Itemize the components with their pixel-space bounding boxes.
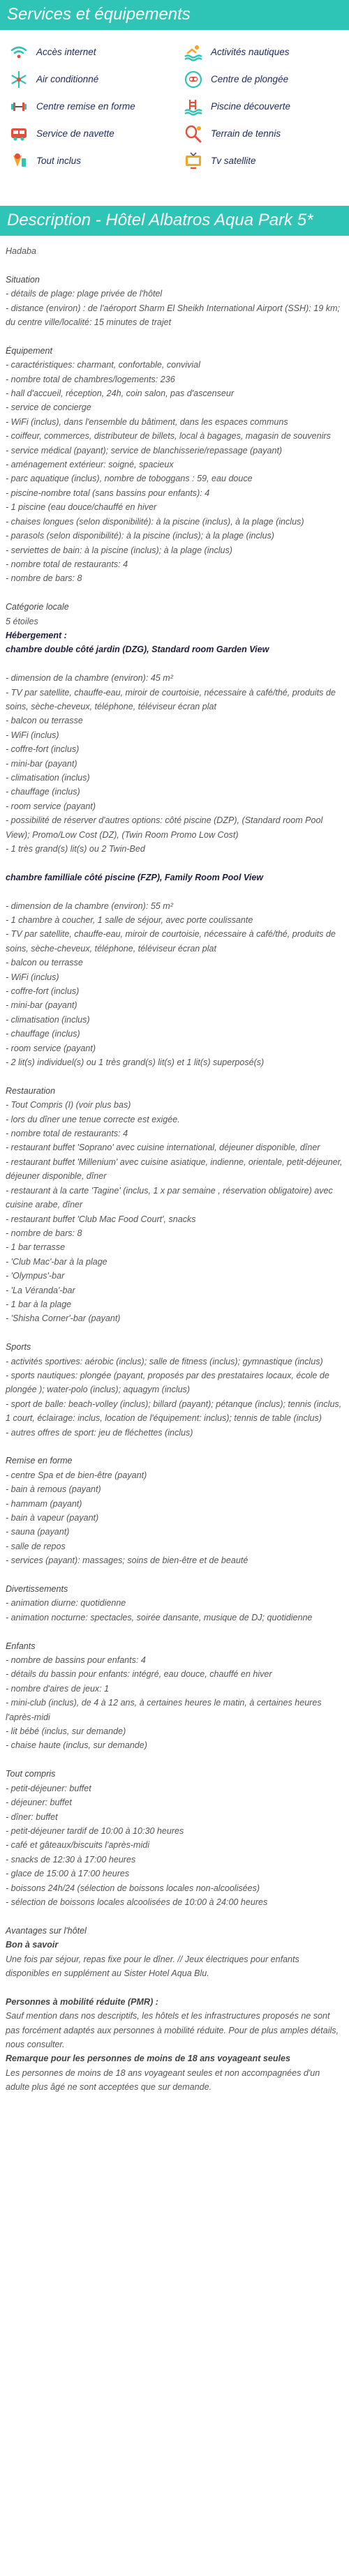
section-heading: Sports [6, 1342, 31, 1353]
description-line: - 1 bar à la plage [6, 1299, 72, 1309]
description-line: - piscine-nombre total (sans bassins pour enfants): 4 [6, 488, 210, 498]
description-line: - nombre total de restaurants: 4 [6, 1129, 128, 1139]
service-item [174, 120, 349, 147]
description-line: - détails du bassin pour enfants: intégré, eau douce, chauffé en hiver [6, 1669, 272, 1680]
description-line: Les personnes de moins de 18 ans voyageant seules et non accompagnées d'un adulte plus âgé ne sont acceptées que sur demande. [6, 2067, 320, 2093]
description-line: - parc aquatique (inclus), nombre de toboggans : 59, eau douce [6, 474, 253, 484]
tv-icon [181, 151, 205, 172]
description-line: - nombre total de chambres/logements: 236 [6, 374, 175, 384]
bold-note: Bon à savoir [6, 1940, 59, 1950]
description-line: - sport de balle: beach-volley (inclus); billard (payant); pétanque (inclus); tennis (inclus, 1 court, éclairage: inclus, location de l'équipement: inclus); tennis de table (inclus) [6, 1399, 342, 1424]
description-line: - climatisation (inclus) [6, 1014, 90, 1025]
description-line: - lit bébé (inclus, sur demande) [6, 1726, 126, 1737]
service-label: Tout inclus [36, 156, 82, 166]
description-line: - TV par satellite, chauffe-eau, miroir de courtoisie, nécessaire à café/thé, produits de soins, sèche-cheveux, téléphone, téléviseur écran plat [6, 687, 336, 711]
blank-line [6, 856, 343, 870]
swimmer-icon [181, 42, 205, 63]
description-line: - snacks de 12:30 à 17:00 heures [6, 1854, 136, 1865]
service-item [0, 66, 174, 93]
description-line: - restaurant buffet 'Club Mac Food Court', snacks [6, 1214, 196, 1224]
description-line: - bain à remous (payant) [6, 1484, 101, 1495]
shuttle-bus-icon [7, 123, 31, 144]
section-heading: Tout compris [6, 1769, 56, 1779]
description-line: - café et gâteaux/biscuits l'après-midi [6, 1840, 150, 1851]
description-line: - room service (payant) [6, 1043, 96, 1053]
blank-line [6, 1326, 343, 1340]
blank-line [6, 1069, 343, 1083]
description-line: - petit-déjeuner tardif de 10:00 à 10:30 heures [6, 1825, 184, 1836]
section-heading: Divertissements [6, 1584, 68, 1595]
description-line: - boissons 24h/24 (sélection de boissons locales non-alcoolisées) [6, 1883, 260, 1893]
description-line: - mini-bar (payant) [6, 1000, 77, 1011]
description-line: - Tout Compris (I) (voir plus bas) [6, 1100, 131, 1110]
description-line: - TV par satellite, chauffe-eau, miroir de courtoisie, nécessaire à café/thé, produits de soins, sèche-cheveux, téléphone, téléviseur écran plat [6, 929, 336, 954]
description-line: - restaurant buffet 'Soprano' avec cuisine international, déjeuner disponible, dîner [6, 1143, 320, 1153]
blank-line [6, 1625, 343, 1639]
description-line: - parasols (selon disponibilité): à la piscine (inclus); à la plage (inclus) [6, 531, 274, 541]
room-heading: chambre familliale côté piscine (FZP), Family Room Pool View [6, 872, 264, 882]
service-item [174, 38, 349, 66]
description-line: - climatisation (inclus) [6, 772, 90, 783]
description-line: - coffre-fort (inclus) [6, 986, 80, 997]
description-line: - déjeuner: buffet [6, 1798, 72, 1808]
description-line: - services (payant): massages; soins de bien-être et de beauté [6, 1556, 248, 1566]
services-grid [0, 30, 349, 180]
description-line: - nombre de bars: 8 [6, 1228, 82, 1238]
tennis-icon [181, 123, 205, 144]
section-heading: Remise en forme [6, 1456, 73, 1466]
description-line: - dimension de la chambre (environ): 55 m² [6, 901, 173, 911]
description-line: - WiFi (inclus) [6, 730, 59, 740]
service-label: Activités nautiques [211, 47, 290, 57]
blank-line [6, 586, 343, 600]
description-line: - possibilité de réserver d'autres options: côté piscine (DZP), (Standard room Pool View); Promo/Low Cost (DZ), (Twin Room Promo Low Cost) [6, 815, 323, 840]
description-line: - petit-déjeuner: buffet [6, 1783, 91, 1793]
description-line: - serviettes de bain: à la piscine (inclus); à la plage (inclus) [6, 545, 232, 555]
description-line: - 1 très grand(s) lit(s) ou 2 Twin-Bed [6, 844, 145, 854]
description-line: - dimension de la chambre (environ): 45 m² [6, 673, 173, 684]
description-line: - 'Shisha Corner'-bar (payant) [6, 1313, 121, 1324]
description-line: Sauf mention dans nos descriptifs, les hôtels et les infrastructures proposés ne sont pas forcément adaptés aux personnes à mobilité réduite. Pour de plus amples détails, nous consulter. [6, 2011, 339, 2049]
section-spacer [0, 180, 349, 206]
description-line: - salle de repos [6, 1541, 66, 1551]
blank-line [6, 1753, 343, 1767]
description-line: - nombre de bars: 8 [6, 573, 82, 584]
description-line: - chaises longues (selon disponibilité): à la piscine (inclus), à la plage (inclus) [6, 516, 304, 527]
blank-line [6, 1909, 343, 1923]
all-inclusive-icon [7, 151, 31, 172]
service-label: Terrain de tennis [211, 128, 281, 139]
description-line: - sports nautiques: plongée (payant, proposés par des prestataires locaux, école de plongée ); water-polo (inclus); aquagym (inclus) [6, 1370, 329, 1395]
service-item [174, 66, 349, 93]
service-label: Piscine découverte [211, 101, 291, 112]
blank-line [6, 1568, 343, 1582]
description-line: - coiffeur, commerces, distributeur de billets, local à bagages, magasin de souvenirs [6, 431, 331, 442]
description-line: - nombre de bassins pour enfants: 4 [6, 1655, 146, 1666]
blank-line [6, 1440, 343, 1454]
service-label: Centre de plongée [211, 74, 289, 84]
description-line: - service médical (payant); service de blanchisserie/repassage (payant) [6, 445, 283, 455]
description-line: Une fois par séjour, repas fixe pour le dîner. // Jeux électriques pour enfants disponibles en supplément au Sister Hotel Aqua Blu. [6, 1954, 299, 1978]
description-line: - balcon ou terrasse [6, 958, 83, 968]
description-line: - nombre total de restaurants: 4 [6, 559, 128, 569]
description-line: - balcon ou terrasse [6, 716, 83, 726]
blank-line [6, 258, 343, 272]
description-line: - chauffage (inclus) [6, 787, 80, 797]
description-line: 5 étoiles [6, 616, 38, 626]
service-item [174, 147, 349, 174]
description-line: - hammam (payant) [6, 1498, 82, 1509]
service-label: Centre remise en forme [36, 101, 135, 112]
description-line: - animation nocturne: spectacles, soirée dansante, musique de DJ; quotidienne [6, 1612, 313, 1622]
fitness-icon [7, 96, 31, 117]
description-line: - activités sportives: aérobic (inclus); salle de fitness (inclus); gymnastique (inclus) [6, 1356, 323, 1366]
description-line: - restaurant buffet 'Millenium' avec cuisine asiatique, indienne, orientale, petit-déjeuner, déjeuner disponible, dîner [6, 1157, 343, 1182]
description-line: - coffre-fort (inclus) [6, 744, 80, 755]
section-heading: Restauration [6, 1085, 56, 1096]
service-item [0, 38, 174, 66]
service-label: Tv satellite [211, 156, 256, 166]
room-heading: chambre double côté jardin (DZG), Standard room Garden View [6, 645, 269, 655]
description-line: - mini-club (inclus), de 4 à 12 ans, à certaines heures le matin, à certaines heures l'après-midi [6, 1698, 322, 1722]
description-line: - glace de 15:00 à 17:00 heures [6, 1869, 130, 1879]
description-line: - restaurant à la carte 'Tagine' (inclus, 1 x par semaine , réservation obligatoire) avec cuisine arabe, dîner [6, 1185, 333, 1210]
service-item [174, 93, 349, 120]
description-line: - sélection de boissons locales alcoolisées de 10:00 à 24:00 heures [6, 1897, 268, 1907]
description-line: - bain à vapeur (payant) [6, 1513, 99, 1523]
description-line: - détails de plage: plage privée de l'hôtel [6, 289, 163, 299]
service-item [0, 93, 174, 120]
description-line: - 'La Véranda'-bar [6, 1285, 75, 1295]
description-line: - animation diurne: quotidienne [6, 1598, 126, 1609]
blank-line [6, 657, 343, 671]
bold-note: Personnes à mobilité réduite (PMR) : [6, 1996, 158, 2007]
service-item [0, 120, 174, 147]
section-heading: Situation [6, 274, 40, 285]
services-section-title: Services et équipements [0, 0, 349, 30]
description-section-title: Description - Hôtel Albatros Aqua Park 5* [0, 206, 349, 236]
section-heading: Avantages sur l'hôtel [6, 1925, 87, 1936]
description-line: - autres offres de sport: jeu de fléchettes (inclus) [6, 1427, 193, 1438]
description-line: - 1 chambre à coucher, 1 salle de séjour, avec porte coulissante [6, 915, 253, 925]
description-line: - 'Club Mac'-bar à la plage [6, 1256, 107, 1267]
description-line: - hall d'accueil, réception, 24h, coin salon, pas d'ascenseur [6, 389, 235, 399]
diving-icon [181, 69, 205, 90]
description-line: - WiFi (inclus) [6, 972, 59, 982]
pool-icon [181, 96, 205, 117]
description-line: - 'Olympus'-bar [6, 1271, 65, 1281]
description-line: Hadaba [6, 246, 36, 256]
blank-line [6, 884, 343, 898]
service-label: Accès internet [36, 47, 96, 57]
description-line: - chauffage (inclus) [6, 1029, 80, 1039]
blank-line [6, 329, 343, 343]
service-label: Air conditionné [36, 74, 99, 84]
description-line: - service de concierge [6, 402, 91, 413]
section-heading: Équipement [6, 345, 52, 356]
snowflake-icon [7, 69, 31, 90]
description-line: - aménagement extérieur: soigné, spacieux [6, 460, 174, 470]
description-line: - WiFi (inclus), dans l'ensemble du bâtiment, dans les espaces communs [6, 416, 288, 427]
description-body [0, 236, 349, 2109]
wifi-icon [7, 42, 31, 63]
description-line: - caractéristiques: charmant, confortable, convivial [6, 360, 200, 370]
description-line: - chaise haute (inclus, sur demande) [6, 1740, 147, 1751]
description-line: - 1 bar terrasse [6, 1242, 66, 1253]
service-item [0, 147, 174, 174]
service-label: Service de navette [36, 128, 114, 139]
description-line: - dîner: buffet [6, 1812, 58, 1822]
description-line: - mini-bar (payant) [6, 758, 77, 769]
room-heading: Hébergement : [6, 630, 67, 640]
section-heading: Catégorie locale [6, 602, 69, 612]
blank-line [6, 1980, 343, 1994]
bold-note: Remarque pour les personnes de moins de 18 ans voyageant seules [6, 2054, 290, 2064]
description-line: - lors du dîner une tenue correcte est exigée. [6, 1114, 180, 1124]
description-line: - nombre d'aires de jeux: 1 [6, 1683, 110, 1694]
description-line: - sauna (payant) [6, 1527, 70, 1537]
description-line: - 1 piscine (eau douce/chauffé en hiver [6, 502, 157, 513]
description-line: - centre Spa et de bien-être (payant) [6, 1470, 147, 1480]
section-heading: Enfants [6, 1641, 36, 1651]
description-line: - distance (environ) : de l'aéroport Sharm El Sheikh International Airport (SSH): 19 km; du centre ville/localité: 15 minutes de trajet [6, 303, 340, 328]
description-line: - room service (payant) [6, 801, 96, 811]
description-line: - 2 lit(s) individuel(s) ou 1 très grand(s) lit(s) et 1 lit(s) superposé(s) [6, 1057, 265, 1068]
